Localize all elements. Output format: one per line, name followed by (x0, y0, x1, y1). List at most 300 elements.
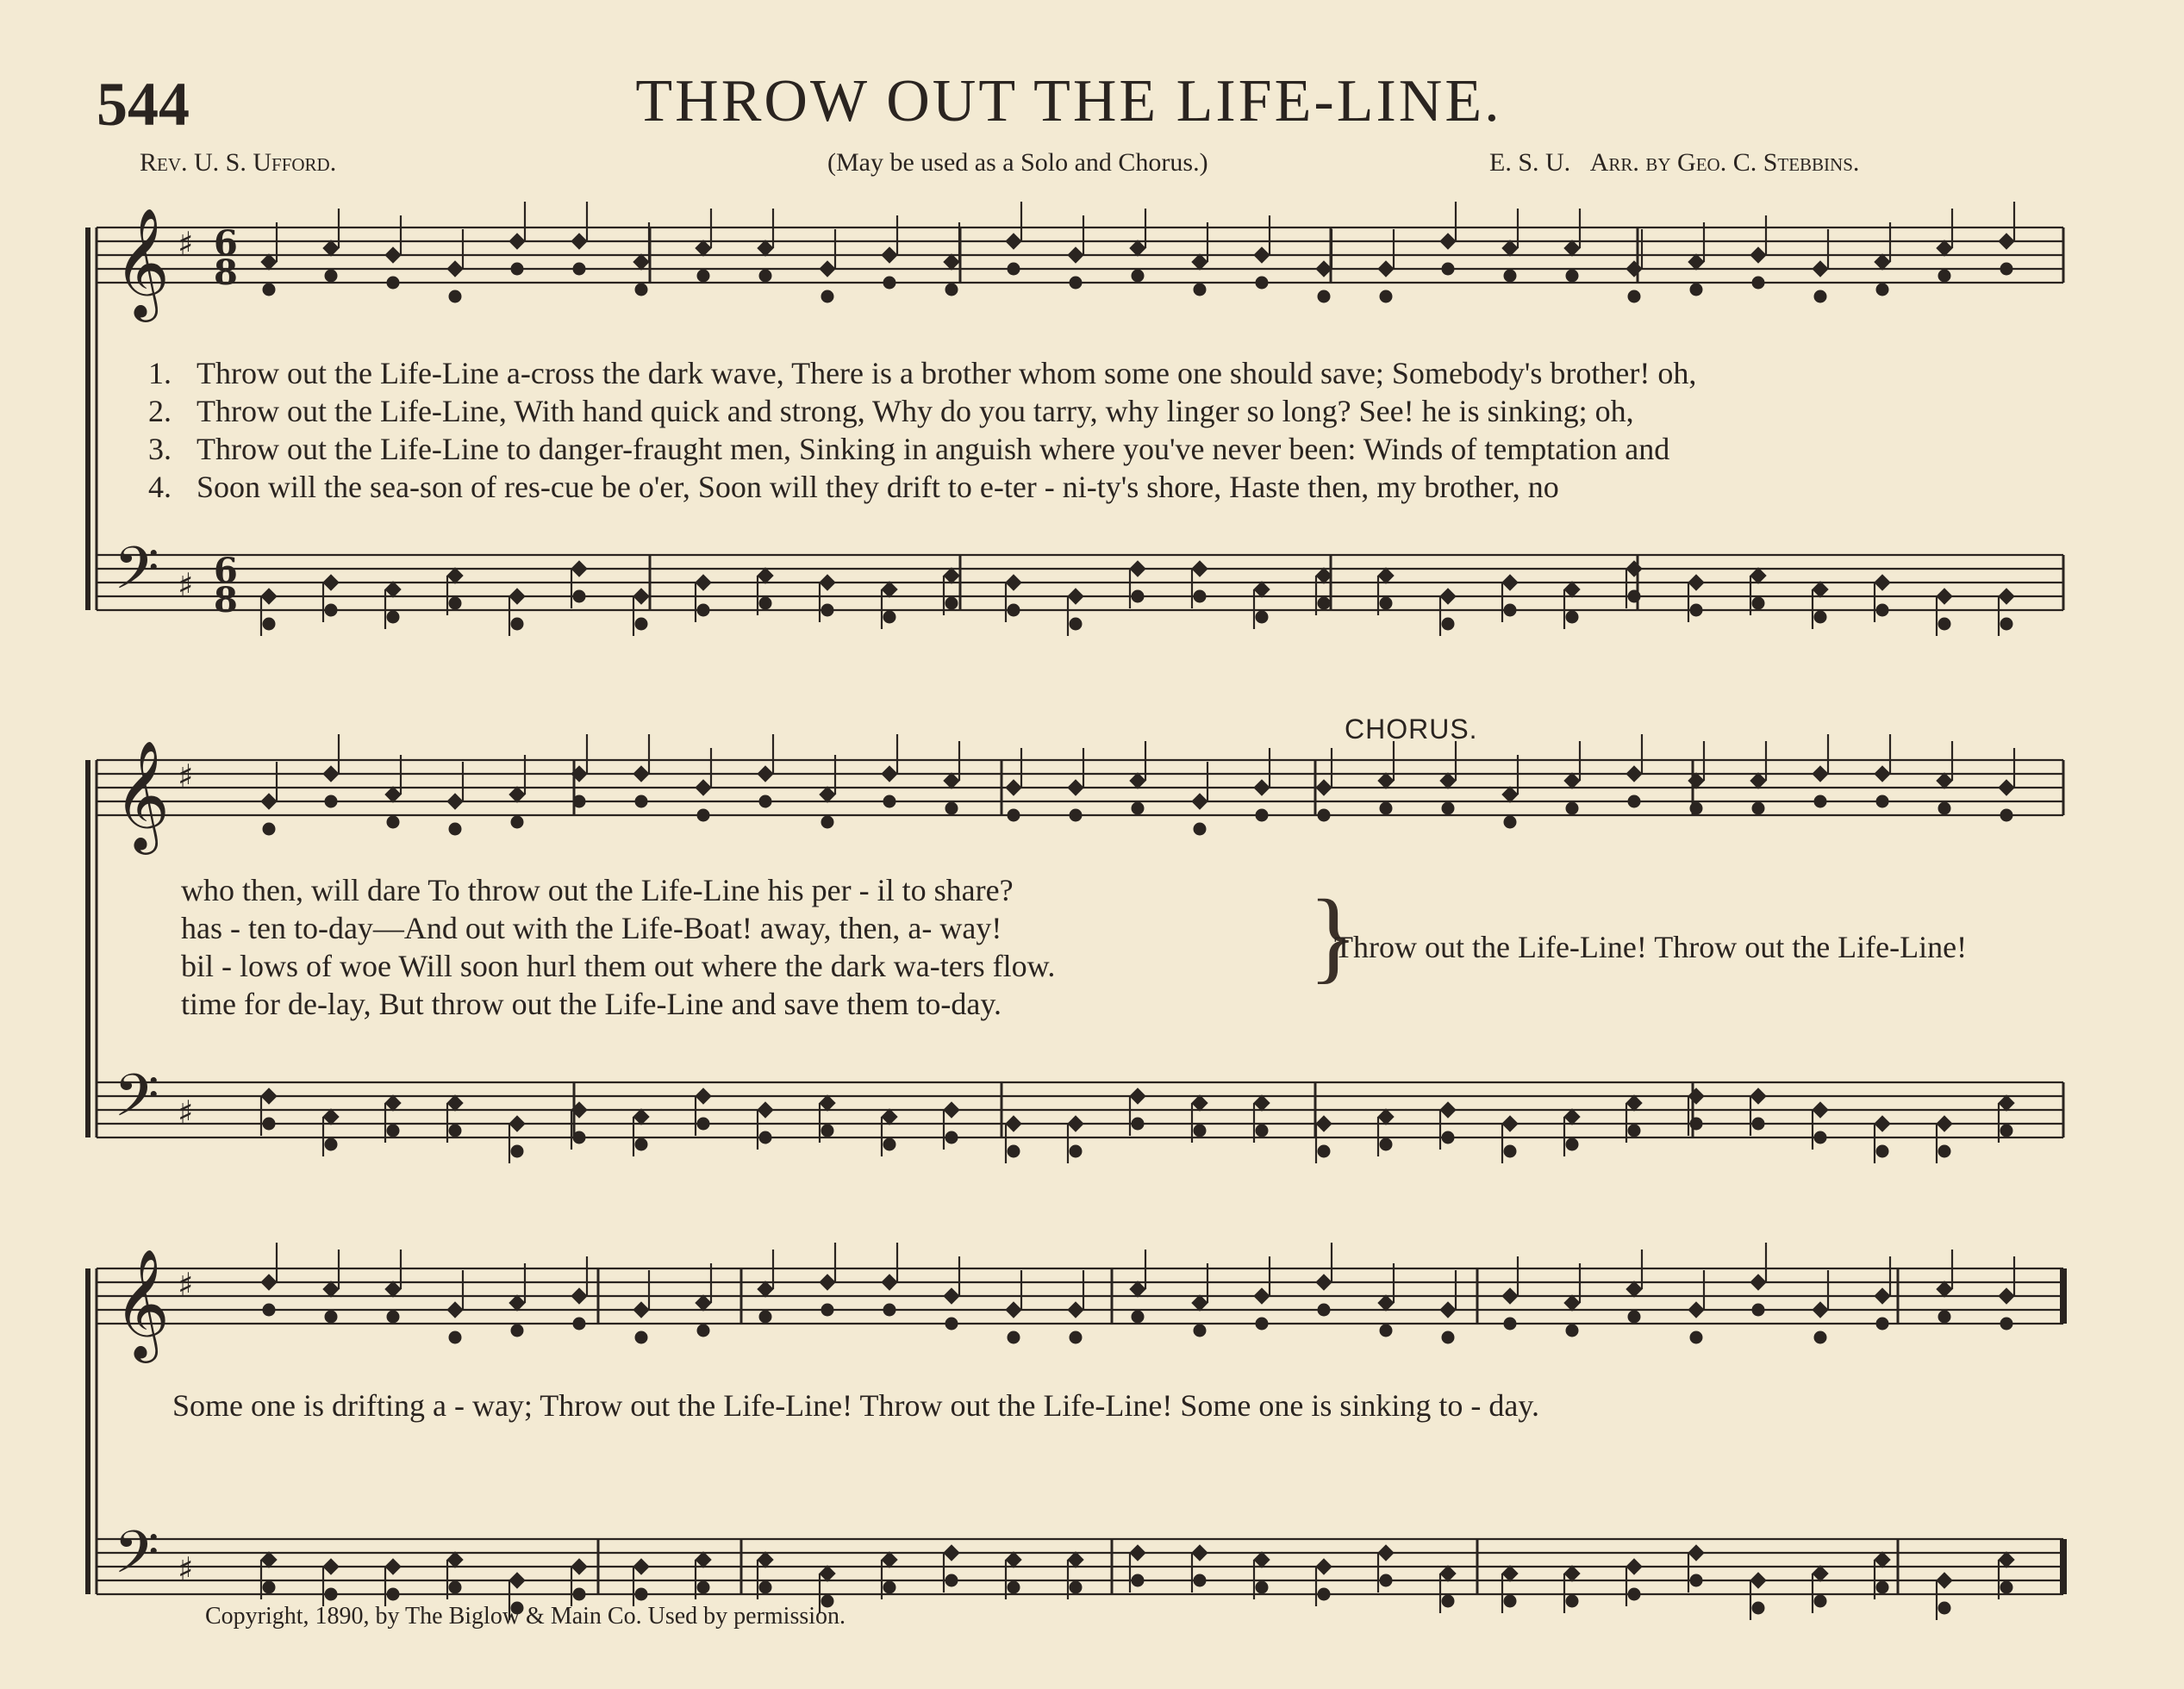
note-head (387, 1311, 399, 1323)
note-head (1442, 1331, 1454, 1343)
note-head (759, 1581, 771, 1593)
note-head (820, 575, 835, 590)
key-sharp: ♯ (178, 1094, 194, 1131)
note-head (697, 809, 709, 821)
note-head (385, 1095, 401, 1111)
arranger-credit: Arr. by Geo. C. Stebbins. (1589, 148, 1860, 177)
note-head (1440, 1302, 1456, 1318)
note-head (1006, 575, 1021, 590)
note-head (2000, 809, 2012, 821)
note-head (571, 1288, 587, 1304)
note-head (449, 597, 461, 609)
note-head (1254, 1552, 1270, 1567)
verse-line-1 (148, 355, 1696, 391)
verse-text: Throw out the Life-Line to danger-fraught men, Sinking in anguish where you've never been: Winds of temptation and (197, 432, 1670, 466)
treble-clef: 𝄞 (114, 207, 171, 317)
note-head (1564, 1295, 1580, 1311)
note-head (1440, 773, 1456, 788)
note-head (1192, 1095, 1207, 1111)
note-head (1814, 1595, 1826, 1607)
note-head (697, 1324, 709, 1337)
note-head (511, 618, 523, 630)
note-head (1628, 1588, 1640, 1600)
note-head (1316, 261, 1332, 277)
bass-clef: 𝄢 (114, 1519, 159, 1601)
note-head (1440, 589, 1456, 604)
note-head (1626, 1095, 1642, 1111)
note-head (1130, 1281, 1145, 1297)
note-head (1502, 1288, 1518, 1304)
note-head (511, 1324, 523, 1337)
note-head (1192, 1295, 1207, 1311)
note-head (1256, 1318, 1268, 1330)
note-head (1875, 1552, 1890, 1567)
note-head (1254, 582, 1270, 597)
note-head (883, 1138, 895, 1150)
note-head (1504, 1595, 1516, 1607)
hymn-title: THROW OUT THE LIFE-LINE. (635, 68, 1502, 134)
note-head (263, 1304, 275, 1316)
note-head (323, 1559, 339, 1574)
note-head (261, 589, 277, 604)
note-head (1192, 794, 1207, 809)
note-head (1378, 261, 1394, 277)
note-head (509, 787, 525, 802)
note-head (1256, 1581, 1268, 1593)
note-head (1937, 240, 1952, 256)
bass-clef: 𝄢 (114, 1063, 159, 1144)
note-head (1504, 270, 1516, 282)
note-head (449, 1125, 461, 1137)
note-head (1937, 589, 1952, 604)
note-head (573, 263, 585, 275)
note-head (387, 816, 399, 828)
note-head (944, 254, 959, 270)
note-head (821, 604, 833, 616)
note-head (1380, 597, 1392, 609)
time-signature-top: 6 (214, 223, 238, 264)
note-head (1070, 277, 1082, 289)
note-head (573, 795, 585, 807)
note-head (573, 1131, 585, 1144)
note-head (1254, 1288, 1270, 1304)
note-head (447, 1095, 463, 1111)
bass-clef: 𝄢 (114, 535, 159, 617)
note-head (1378, 1545, 1394, 1561)
note-head (1254, 247, 1270, 263)
note-head (883, 611, 895, 623)
note-head (1564, 773, 1580, 788)
note-head (1813, 1566, 1828, 1581)
note-head (1504, 816, 1516, 828)
note-head (1440, 1566, 1456, 1581)
note-head (821, 1125, 833, 1137)
note-head (1502, 1566, 1518, 1581)
key-sharp: ♯ (178, 225, 194, 263)
note-head (1442, 263, 1454, 275)
note-head (325, 1311, 337, 1323)
note-head (944, 1288, 959, 1304)
note-head (945, 802, 958, 814)
verse-text: Soon will the sea-son of res-cue be o'er, Soon will they drift to e-ter - ni-ty's shore, Haste then, my brother, no (197, 470, 1559, 504)
note-head (1813, 582, 1828, 597)
note-head (1256, 1125, 1268, 1137)
chorus-label: CHORUS. (1345, 714, 1478, 745)
note-head (945, 284, 958, 296)
note-head (323, 766, 339, 782)
note-head (1938, 270, 1950, 282)
note-head (821, 290, 833, 302)
note-head (1380, 290, 1392, 302)
note-head (1378, 1109, 1394, 1125)
note-head (573, 590, 585, 602)
note-head (1690, 284, 1702, 296)
note-head (633, 1109, 649, 1125)
note-head (1750, 1088, 1766, 1104)
note-head (1008, 263, 1020, 275)
page-number: 544 (97, 70, 190, 139)
note-head (449, 823, 461, 835)
note-head (1130, 561, 1145, 577)
note-head (1813, 1302, 1828, 1318)
note-head (1132, 1574, 1144, 1586)
note-head (1008, 1331, 1020, 1343)
note-head (1688, 773, 1704, 788)
note-head (759, 270, 771, 282)
note-head (883, 795, 895, 807)
note-head (1316, 1275, 1332, 1290)
note-head (263, 823, 275, 835)
note-head (1752, 1118, 1764, 1130)
note-head (385, 787, 401, 802)
note-head (1256, 611, 1268, 623)
note-head (1318, 1145, 1330, 1157)
note-head (511, 1145, 523, 1157)
note-head (1068, 589, 1083, 604)
note-head (1999, 1552, 2014, 1567)
note-head (944, 568, 959, 583)
note-head (1132, 590, 1144, 602)
note-head (1130, 1088, 1145, 1104)
note-head (633, 1559, 649, 1574)
note-head (1318, 809, 1330, 821)
note-head (509, 1295, 525, 1311)
treble-clef: 𝄞 (114, 739, 171, 850)
note-head (1628, 290, 1640, 302)
note-head (1752, 597, 1764, 609)
note-head (263, 1581, 275, 1593)
note-head (1504, 604, 1516, 616)
note-head (1688, 254, 1704, 270)
note-head (573, 1318, 585, 1330)
note-head (1068, 780, 1083, 795)
note-head (1256, 277, 1268, 289)
note-head (1814, 1131, 1826, 1144)
note-head (1564, 582, 1580, 597)
note-head (1132, 270, 1144, 282)
note-head (1875, 254, 1890, 270)
note-head (1380, 1574, 1392, 1586)
note-head (882, 582, 897, 597)
note-head (1006, 1116, 1021, 1131)
note-head (944, 1102, 959, 1118)
note-head (325, 604, 337, 616)
note-head (1378, 1295, 1394, 1311)
note-head (571, 234, 587, 249)
note-head (820, 787, 835, 802)
note-head (323, 1109, 339, 1125)
note-head (323, 1281, 339, 1297)
note-head (261, 1275, 277, 1290)
note-head (633, 766, 649, 782)
time-signature-top: 6 (214, 551, 238, 591)
note-head (883, 1304, 895, 1316)
note-head (944, 773, 959, 788)
note-head (449, 1331, 461, 1343)
note-head (1316, 1559, 1332, 1574)
note-head (1442, 1595, 1454, 1607)
note-head (1626, 261, 1642, 277)
note-head (1938, 1145, 1950, 1157)
note-head (1628, 795, 1640, 807)
note-head (1006, 780, 1021, 795)
note-head (1750, 773, 1766, 788)
note-head (696, 1088, 711, 1104)
note-head (945, 1574, 958, 1586)
note-head (944, 1545, 959, 1561)
note-head (635, 1138, 647, 1150)
verse-ending-2: has - ten to-day—And out with the Life-Boat! away, then, a- way! (181, 911, 1002, 945)
note-head (1688, 1545, 1704, 1561)
note-head (387, 611, 399, 623)
note-head (1070, 1331, 1082, 1343)
note-head (635, 795, 647, 807)
note-head (2000, 1581, 2012, 1593)
note-head (1008, 1581, 1020, 1593)
note-head (1875, 1116, 1890, 1131)
note-head (261, 1552, 277, 1567)
note-head (447, 261, 463, 277)
note-head (1999, 1095, 2014, 1111)
note-head (1814, 290, 1826, 302)
note-head (1318, 597, 1330, 609)
note-head (2000, 618, 2012, 630)
note-head (325, 1138, 337, 1150)
note-head (1750, 568, 1766, 583)
note-head (1938, 618, 1950, 630)
note-head (1750, 247, 1766, 263)
note-head (697, 604, 709, 616)
treble-clef: 𝄞 (114, 1248, 171, 1358)
note-head (1626, 1281, 1642, 1297)
verse-text: Throw out the Life-Line, With hand quick and strong, Why do you tarry, why linger so long? See! he is sinking; oh, (197, 394, 1634, 428)
note-head (1008, 1145, 1020, 1157)
note-head (1442, 802, 1454, 814)
chorus-line-1: Throw out the Life-Line! Throw out the Life-Line! (1334, 930, 1968, 964)
note-head (1875, 766, 1890, 782)
note-head (1938, 1602, 1950, 1614)
note-head (882, 1275, 897, 1290)
note-head (1068, 247, 1083, 263)
note-head (1813, 261, 1828, 277)
note-head (1316, 780, 1332, 795)
note-head (325, 795, 337, 807)
note-head (633, 254, 649, 270)
note-head (573, 1588, 585, 1600)
note-head (261, 254, 277, 270)
note-head (387, 1125, 399, 1137)
note-head (509, 589, 525, 604)
note-head (261, 1088, 277, 1104)
note-head (385, 1281, 401, 1297)
note-head (1502, 787, 1518, 802)
note-head (635, 618, 647, 630)
note-head (325, 1588, 337, 1600)
note-head (1564, 240, 1580, 256)
note-head (635, 1588, 647, 1600)
note-head (945, 1318, 958, 1330)
note-head (1566, 1324, 1578, 1337)
note-head (1626, 1559, 1642, 1574)
note-head (1442, 618, 1454, 630)
note-head (1070, 1145, 1082, 1157)
note-head (1999, 589, 2014, 604)
note-head (1194, 284, 1206, 296)
note-head (1875, 575, 1890, 590)
note-head (385, 247, 401, 263)
note-head (325, 270, 337, 282)
note-head (820, 1566, 835, 1581)
verse-line-2 (148, 393, 1634, 429)
note-head (1318, 290, 1330, 302)
verse-line-4 (148, 469, 1559, 505)
note-head (387, 1588, 399, 1600)
note-head (1254, 780, 1270, 795)
note-head (1938, 1311, 1950, 1323)
note-head (1316, 568, 1332, 583)
chorus-brace: } (1308, 878, 1358, 993)
note-head (1814, 1331, 1826, 1343)
note-head (696, 1552, 711, 1567)
copyright-notice: Copyright, 1890, by The Biglow & Main Co. Used by permission. (205, 1603, 846, 1630)
note-head (1752, 1602, 1764, 1614)
note-head (1006, 234, 1021, 249)
note-head (571, 561, 587, 577)
note-head (1194, 1574, 1206, 1586)
note-head (1318, 1304, 1330, 1316)
note-head (1130, 1545, 1145, 1561)
note-head (1628, 1311, 1640, 1323)
key-sharp: ♯ (178, 566, 194, 604)
note-head (633, 589, 649, 604)
note-head (1502, 575, 1518, 590)
author-credit: Rev. U. S. Ufford. (140, 148, 337, 177)
note-head (1628, 1125, 1640, 1137)
note-head (1008, 604, 1020, 616)
note-head (1068, 1552, 1083, 1567)
note-head (697, 1581, 709, 1593)
note-head (1070, 809, 1082, 821)
note-head (509, 1573, 525, 1588)
note-head (1504, 1145, 1516, 1157)
note-head (1256, 809, 1268, 821)
note-head (1194, 1324, 1206, 1337)
note-head (323, 240, 339, 256)
note-head (1690, 1574, 1702, 1586)
note-head (1440, 1102, 1456, 1118)
time-signature-bottom: 8 (214, 580, 238, 620)
key-sharp: ♯ (178, 1550, 194, 1588)
note-head (1254, 1095, 1270, 1111)
note-head (1380, 802, 1392, 814)
note-head (449, 1581, 461, 1593)
note-head (1876, 604, 1888, 616)
note-head (697, 1118, 709, 1130)
note-head (697, 270, 709, 282)
note-head (1876, 1145, 1888, 1157)
note-head (1937, 1573, 1952, 1588)
note-head (1690, 1118, 1702, 1130)
note-head (696, 780, 711, 795)
note-head (2000, 1125, 2012, 1137)
note-head (1690, 604, 1702, 616)
note-head (509, 1116, 525, 1131)
note-head (1378, 568, 1394, 583)
key-sharp: ♯ (178, 1266, 194, 1304)
note-head (1194, 823, 1206, 835)
note-head (1937, 1116, 1952, 1131)
note-head (263, 618, 275, 630)
note-head (1130, 240, 1145, 256)
note-head (1440, 234, 1456, 249)
note-head (511, 816, 523, 828)
note-head (1688, 1088, 1704, 1104)
note-head (1192, 1545, 1207, 1561)
time-signature-bottom: 8 (214, 252, 238, 293)
note-head (1814, 611, 1826, 623)
note-head (1566, 270, 1578, 282)
note-head (759, 597, 771, 609)
note-head (696, 1295, 711, 1311)
note-head (387, 277, 399, 289)
note-head (1192, 561, 1207, 577)
note-head (323, 575, 339, 590)
note-head (511, 263, 523, 275)
note-head (1813, 766, 1828, 782)
note-head (1813, 1102, 1828, 1118)
verse-number: 1. (148, 356, 172, 390)
note-head (1006, 1552, 1021, 1567)
note-head (1937, 773, 1952, 788)
note-head (758, 1102, 773, 1118)
note-head (1688, 1302, 1704, 1318)
note-head (1937, 1281, 1952, 1297)
note-head (1380, 1324, 1392, 1337)
note-head (1752, 277, 1764, 289)
note-head (571, 1559, 587, 1574)
note-head (1502, 1116, 1518, 1131)
note-head (1192, 254, 1207, 270)
note-head (1006, 1302, 1021, 1318)
note-head (1504, 1318, 1516, 1330)
note-head (385, 582, 401, 597)
note-head (1752, 1304, 1764, 1316)
note-head (1068, 1302, 1083, 1318)
note-head (820, 1095, 835, 1111)
note-head (1999, 780, 2014, 795)
note-head (758, 1552, 773, 1567)
note-head (1132, 1118, 1144, 1130)
